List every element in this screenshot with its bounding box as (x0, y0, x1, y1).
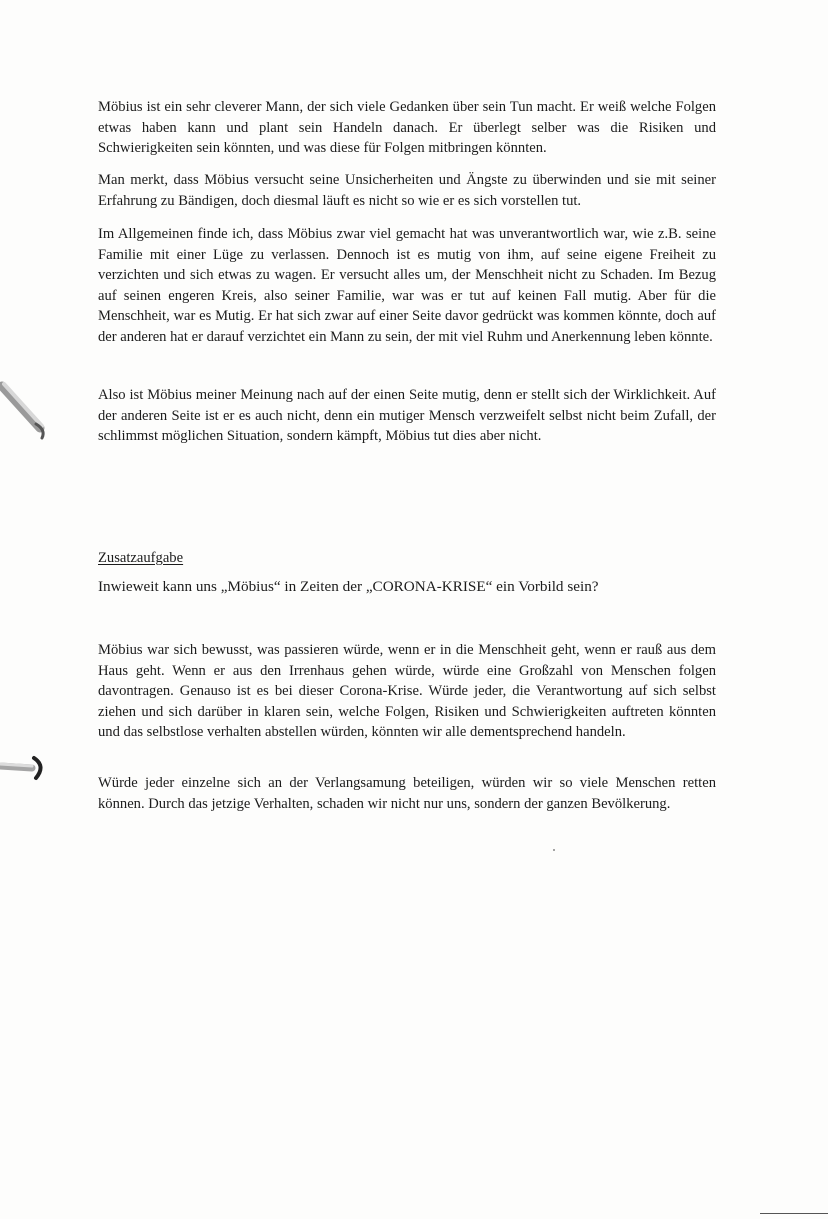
paragraph-3: Im Allgemeinen finde ich, dass Möbius zwar viel gemacht hat was unverantwortlich war, wie z.B. seine Familie mit einer Lüge zu verlassen. Dennoch ist es mutig von ihm, auf seine eigene Freiheit zu verzichten und sich etwas zu wagen. Er versucht alles um, der Menschheit nicht zu Schaden. Im Bezug auf seinen engeren Kreis, also seiner Familie, war was er tut auf keinen Fall mutig. Aber für die Menschheit, war es Mutig. Er hat sich zwar auf einer Seite davor gedrückt was kommen könnte, doch auf der anderen hat er darauf verzichtet ein Mann zu sein, der mit viel Ruhm und Anerkennung leben könnte. (98, 226, 716, 345)
scan-edge-line (760, 1213, 828, 1214)
extra-task-answer-2: Würde jeder einzelne sich an der Verlangsamung beteiligen, würden wir so viele Menschen retten können. Durch das jetzige Verhalten, schaden wir nicht nur uns, sondern der ganzen Bevölkerung. (98, 775, 716, 812)
staple-mark-lower (0, 752, 60, 788)
paragraph-2: Man merkt, dass Möbius versucht seine Unsicherheiten und Ängste zu überwinden und sie mit seiner Erfahrung zu Bändigen, doch diesmal läuft es nicht so wie er es sich vorstellen tut. (98, 172, 716, 209)
speck (553, 849, 555, 851)
extra-task-answer-1: Möbius war sich bewusst, was passieren würde, wenn er in die Menschheit geht, wenn er rauß aus dem Haus geht. Wenn er aus den Irrenhaus gehen würde, würde eine Großzahl von Menschen folgen davontragen. Genauso ist es bei dieser Corona-Krise. Würde jeder, die Verantwortung auf sich selbst ziehen und sich darüber in klaren sein, welche Folgen, Risiken und Schwierigkeiten auftreten könnten und das selbstlose verhalten abstellen würden, könnten wir alle dementsprechend handeln. (98, 642, 716, 740)
paragraph-4: Also ist Möbius meiner Meinung nach auf der einen Seite mutig, denn er stellt sich der Wirklichkeit. Auf der anderen Seite ist er es auch nicht, denn ein mutiger Mensch verzweifelt selbst nicht beim Zufall, der schlimmst möglichen Situation, sondern kämpft, Möbius tut dies aber nicht. (98, 387, 716, 444)
extra-task-question: Inwieweit kann uns „Möbius“ in Zeiten der „CORONA-KRISE“ ein Vorbild sein? (98, 578, 599, 595)
extra-task-title: Zusatzaufgabe (98, 550, 184, 566)
staple-mark-upper (0, 378, 60, 468)
paragraph-1: Möbius ist ein sehr cleverer Mann, der sich viele Gedanken über sein Tun macht. Er weiß welche Folgen etwas haben kann und plant sein Handeln danach. Er überlegt selber was die Risiken und Schwierigkeiten sein könnten, und was diese für Folgen mitbringen könnten. (98, 99, 716, 156)
